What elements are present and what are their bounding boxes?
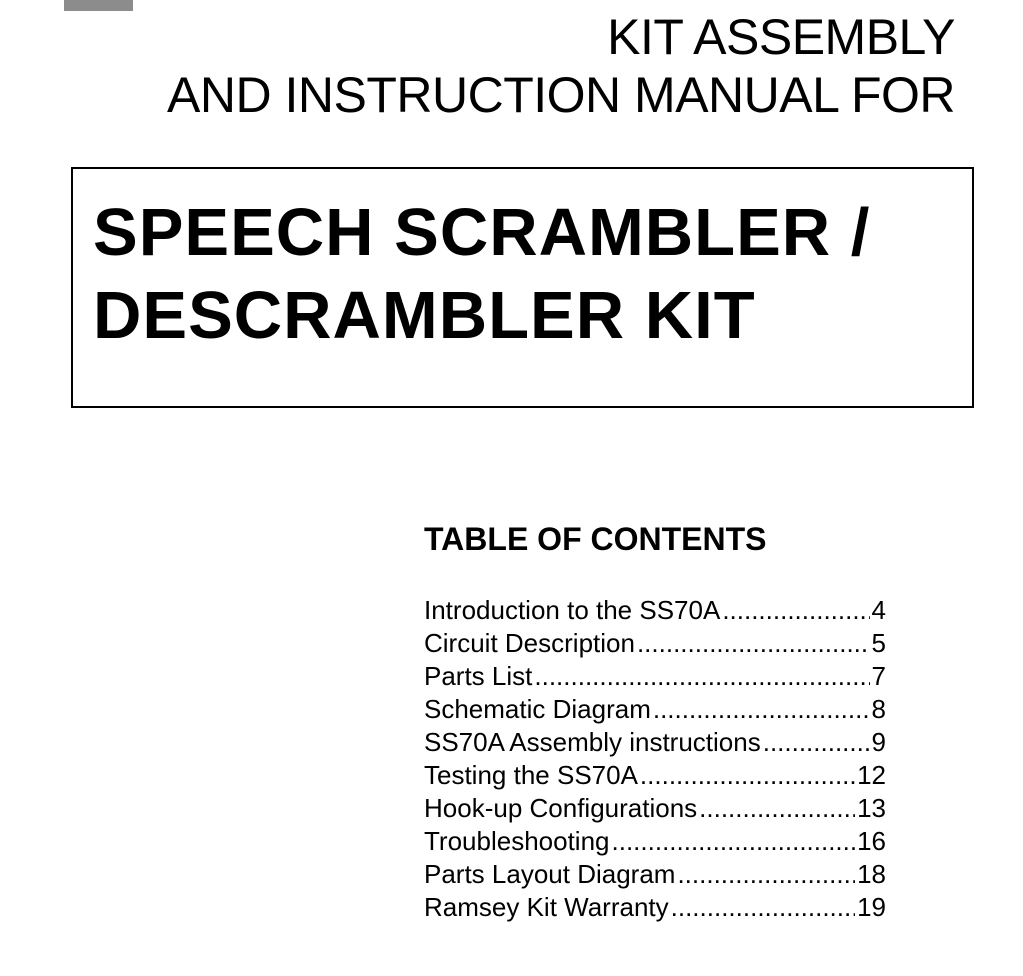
toc-dot-leader [640, 759, 855, 792]
toc-entry-page: 13 [857, 793, 886, 823]
toc-entry-title: Troubleshooting [424, 826, 610, 856]
toc-entry-title: Parts List [424, 661, 533, 691]
toc-entry[interactable] [424, 726, 886, 759]
toc-dot-leader [671, 891, 855, 924]
toc-list [424, 594, 886, 924]
toc-entry-page: 12 [857, 760, 886, 790]
title-box [71, 167, 974, 408]
toc-dot-leader [699, 792, 855, 825]
toc-entry-page: 4 [871, 595, 886, 625]
toc-entry-page: 7 [871, 661, 886, 691]
toc-entry-page: 19 [857, 892, 886, 922]
toc-dot-leader [637, 627, 870, 660]
toc-entry-title: Introduction to the SS70A [424, 595, 721, 625]
toc-entry-title: SS70A Assembly instructions [424, 727, 761, 757]
header-line-kit-assembly: KIT ASSEMBLY [607, 9, 955, 65]
toc-entry-title: Hook-up Configurations [424, 793, 698, 823]
toc-dot-leader [677, 858, 855, 891]
toc-dot-leader [653, 693, 870, 726]
toc-dot-leader [612, 825, 856, 858]
toc-entry-page: 8 [871, 694, 886, 724]
toc-entry-title: Testing the SS70A [424, 760, 638, 790]
toc-entry[interactable] [424, 627, 886, 660]
toc-entry[interactable] [424, 759, 886, 792]
header-line-instruction-manual: AND INSTRUCTION MANUAL FOR [167, 67, 955, 123]
corner-tab [64, 0, 133, 11]
title-line-speech-scrambler: SPEECH SCRAMBLER / [93, 195, 871, 270]
toc-entry-title: Parts Layout Diagram [424, 859, 676, 889]
toc-entry[interactable] [424, 792, 886, 825]
toc-entry[interactable] [424, 891, 886, 924]
toc-entry[interactable] [424, 858, 886, 891]
title-line-descrambler-kit: DESCRAMBLER KIT [93, 278, 756, 353]
toc-entry[interactable] [424, 660, 886, 693]
toc-heading: TABLE OF CONTENTS [424, 521, 767, 557]
toc-dot-leader [763, 726, 870, 759]
toc-entry[interactable] [424, 825, 886, 858]
toc-entry-page: 9 [871, 727, 886, 757]
toc-dot-leader [722, 594, 869, 627]
toc-entry-title: Schematic Diagram [424, 694, 651, 724]
toc-entry-page: 18 [857, 859, 886, 889]
toc-dot-leader [534, 660, 869, 693]
toc-entry[interactable] [424, 594, 886, 627]
toc-entry-title: Circuit Description [424, 628, 635, 658]
toc-entry-title: Ramsey Kit Warranty [424, 892, 669, 922]
toc-entry-page: 16 [857, 826, 886, 856]
toc-entry[interactable] [424, 693, 886, 726]
toc-entry-page: 5 [871, 628, 886, 658]
